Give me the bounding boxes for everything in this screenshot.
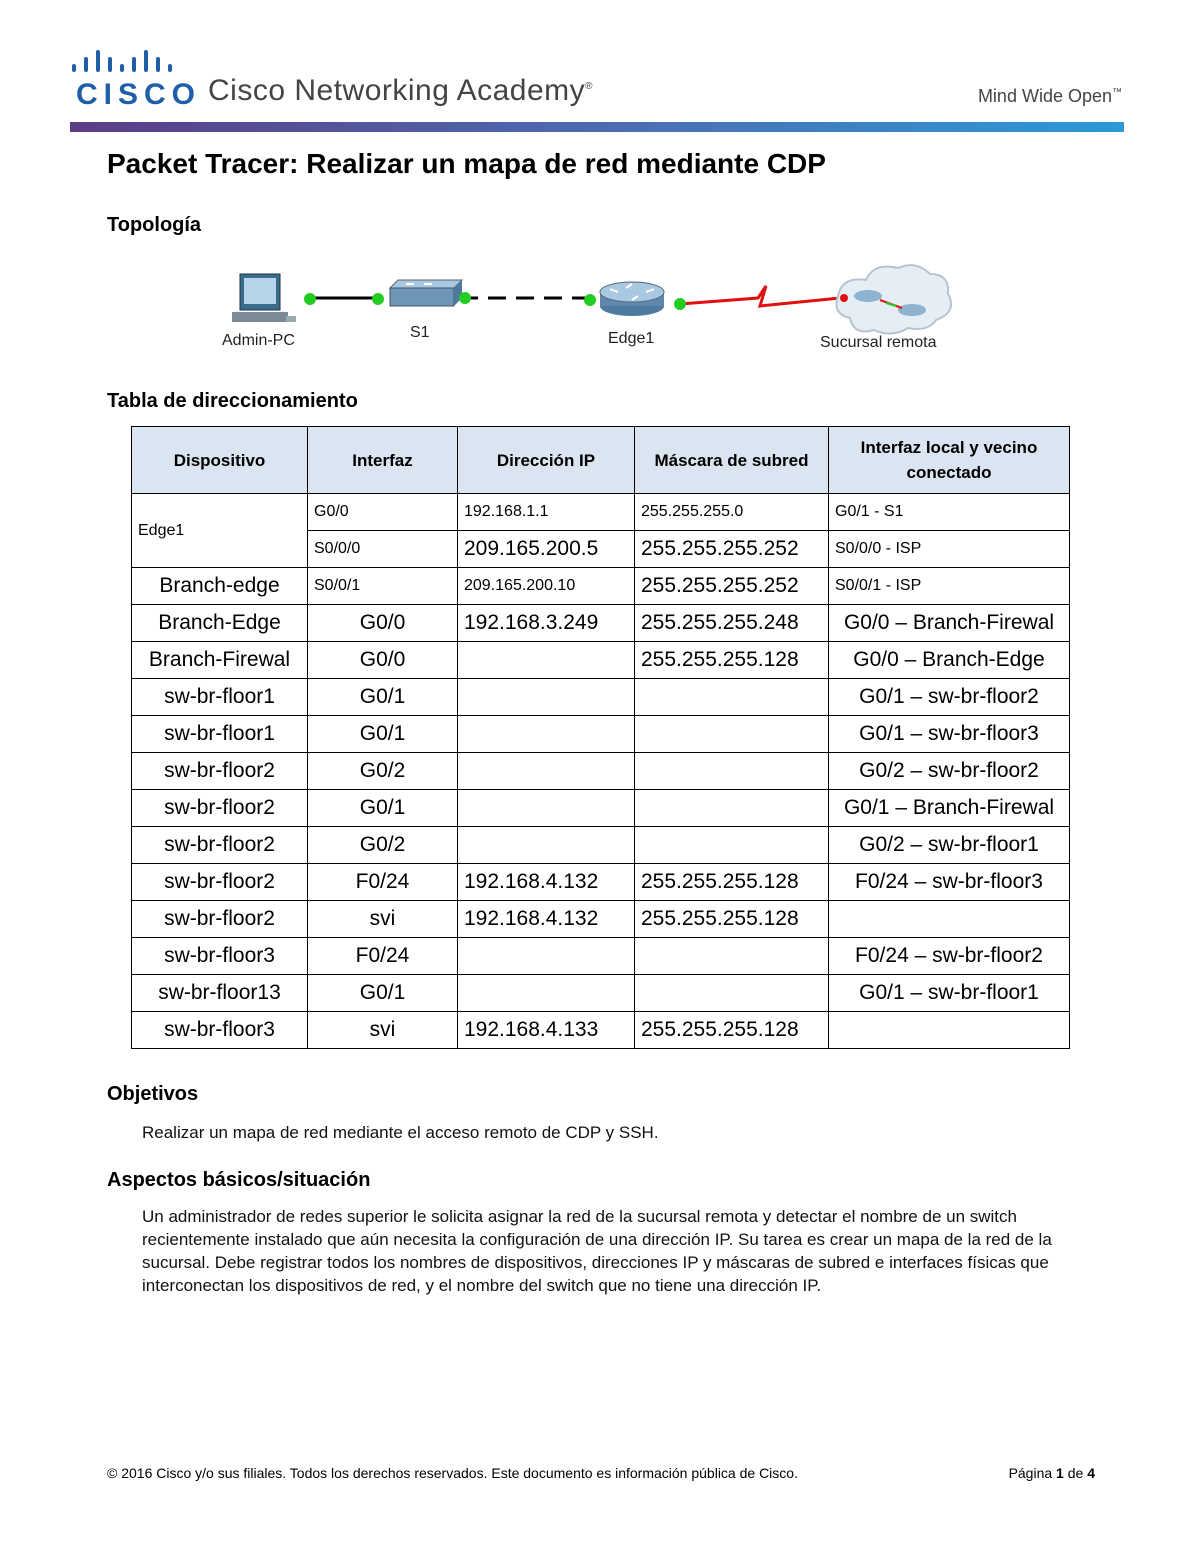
cell-interface: svi bbox=[308, 1012, 458, 1049]
cell-interface: S0/0/0 bbox=[308, 531, 458, 568]
table-row bbox=[132, 1012, 1070, 1049]
col-header-neighbor: Interfaz local y vecino conectado bbox=[829, 427, 1070, 494]
cell-mask bbox=[635, 938, 829, 975]
table-header-row bbox=[132, 427, 1070, 494]
cell-device: Edge1 bbox=[132, 494, 308, 568]
router-edge1-icon bbox=[600, 282, 664, 316]
table-row bbox=[132, 790, 1070, 827]
cell-neighbor: G0/1 – sw-br-floor3 bbox=[829, 716, 1070, 753]
page-prefix: Página bbox=[1008, 1465, 1053, 1481]
cell-neighbor: G0/2 – sw-br-floor1 bbox=[829, 827, 1070, 864]
cell-mask: 255.255.255.128 bbox=[635, 1012, 829, 1049]
cell-mask: 255.255.255.0 bbox=[635, 494, 829, 531]
cell-device: sw-br-floor2 bbox=[132, 753, 308, 790]
cisco-logo-word: CISCO bbox=[76, 78, 202, 111]
cell-ip bbox=[458, 938, 635, 975]
cell-interface: F0/24 bbox=[308, 864, 458, 901]
tagline bbox=[978, 86, 1122, 107]
cell-device: sw-br-floor3 bbox=[132, 938, 308, 975]
table-row bbox=[132, 605, 1070, 642]
cell-interface: F0/24 bbox=[308, 938, 458, 975]
cell-device: sw-br-floor1 bbox=[132, 679, 308, 716]
cell-mask bbox=[635, 679, 829, 716]
cell-ip: 192.168.1.1 bbox=[458, 494, 635, 531]
cell-mask: 255.255.255.252 bbox=[635, 568, 829, 605]
table-row bbox=[132, 753, 1070, 790]
cell-device: sw-br-floor2 bbox=[132, 901, 308, 938]
cell-neighbor: G0/1 – sw-br-floor2 bbox=[829, 679, 1070, 716]
col-header-device: Dispositivo bbox=[132, 427, 308, 494]
cell-interface: G0/2 bbox=[308, 753, 458, 790]
table-row bbox=[132, 642, 1070, 679]
table-row bbox=[132, 827, 1070, 864]
cell-ip: 192.168.4.132 bbox=[458, 864, 635, 901]
cell-neighbor: F0/24 – sw-br-floor2 bbox=[829, 938, 1070, 975]
table-row bbox=[132, 568, 1070, 605]
page-header bbox=[70, 40, 1124, 132]
cell-neighbor bbox=[829, 901, 1070, 938]
cell-neighbor: G0/1 - S1 bbox=[829, 494, 1070, 531]
cell-ip: 192.168.4.133 bbox=[458, 1012, 635, 1049]
cell-interface: G0/1 bbox=[308, 790, 458, 827]
cell-neighbor: F0/24 – sw-br-floor3 bbox=[829, 864, 1070, 901]
cell-device: sw-br-floor13 bbox=[132, 975, 308, 1012]
cell-neighbor: G0/1 – Branch-Firewal bbox=[829, 790, 1070, 827]
footer-copyright: © 2016 Cisco y/o sus filiales. Todos los derechos reservados. Este documento es información pública de Cisco. bbox=[107, 1465, 798, 1481]
admin-pc-icon bbox=[232, 274, 296, 322]
brand-name bbox=[208, 74, 593, 108]
table-row bbox=[132, 494, 1070, 531]
cell-mask: 255.255.255.248 bbox=[635, 605, 829, 642]
brand-mark: ® bbox=[585, 81, 594, 92]
cell-ip bbox=[458, 642, 635, 679]
cell-neighbor: S0/0/1 - ISP bbox=[829, 568, 1070, 605]
cell-mask: 255.255.255.128 bbox=[635, 864, 829, 901]
cell-neighbor bbox=[829, 1012, 1070, 1049]
brand-text: Cisco Networking Academy bbox=[208, 74, 586, 107]
label-admin-pc: Admin-PC bbox=[222, 332, 295, 349]
switch-s1-icon bbox=[390, 280, 462, 306]
objectives-text: Realizar un mapa de red mediante el acceso remoto de CDP y SSH. bbox=[142, 1123, 659, 1142]
cell-neighbor: S0/0/0 - ISP bbox=[829, 531, 1070, 568]
table-rows-body bbox=[132, 605, 1070, 1049]
addressing-table-heading: Tabla de direccionamiento bbox=[107, 390, 358, 412]
cell-interface: G0/0 bbox=[308, 605, 458, 642]
cell-interface: G0/0 bbox=[308, 642, 458, 679]
cell-device: sw-br-floor2 bbox=[132, 790, 308, 827]
cell-ip bbox=[458, 716, 635, 753]
cell-interface: G0/1 bbox=[308, 716, 458, 753]
addressing-table bbox=[131, 426, 1070, 1049]
background-text: Un administrador de redes superior le solicita asignar la red de la sucursal remota y detectar el nombre de un switch recientemente instalado que aún necesita la configuración de una dirección IP. Su tarea es crear un mapa de la red de la sucursal. Debe registrar todos los nombres de dispositivos, direcciones IP y máscaras de subred e interfaces físicas que interconectan los dispositivos de red, y el nombre del switch que no tiene una dirección IP. bbox=[142, 1207, 1052, 1295]
cell-mask bbox=[635, 753, 829, 790]
label-s1: S1 bbox=[410, 324, 430, 341]
cell-ip: 209.165.200.5 bbox=[458, 531, 635, 568]
serial-endpoint-dot bbox=[840, 294, 848, 302]
cell-ip bbox=[458, 827, 635, 864]
cell-ip bbox=[458, 790, 635, 827]
cell-ip bbox=[458, 679, 635, 716]
table-row bbox=[132, 975, 1070, 1012]
cell-mask: 255.255.255.128 bbox=[635, 901, 829, 938]
page-current: 1 bbox=[1056, 1465, 1064, 1481]
cell-ip: 209.165.200.10 bbox=[458, 568, 635, 605]
table-row bbox=[132, 716, 1070, 753]
cell-device: sw-br-floor2 bbox=[132, 864, 308, 901]
link-router-cloud-serial bbox=[680, 286, 840, 306]
topology-diagram bbox=[210, 258, 990, 366]
cell-mask bbox=[635, 716, 829, 753]
col-header-ip: Dirección IP bbox=[458, 427, 635, 494]
cell-interface: S0/0/1 bbox=[308, 568, 458, 605]
cell-interface: svi bbox=[308, 901, 458, 938]
table-row bbox=[132, 679, 1070, 716]
cell-ip bbox=[458, 975, 635, 1012]
table-row bbox=[132, 864, 1070, 901]
cell-device: Branch-edge bbox=[132, 568, 308, 605]
objectives-heading: Objetivos bbox=[107, 1083, 199, 1105]
page-number bbox=[1009, 1465, 1095, 1481]
cisco-logo-bars-icon bbox=[70, 48, 180, 78]
cell-device: Branch-Firewal bbox=[132, 642, 308, 679]
tagline-mark: ™ bbox=[1112, 87, 1122, 98]
cell-interface: G0/1 bbox=[308, 679, 458, 716]
cell-neighbor: G0/0 – Branch-Firewal bbox=[829, 605, 1070, 642]
topology-heading: Topología bbox=[107, 214, 202, 236]
cell-interface: G0/0 bbox=[308, 494, 458, 531]
cell-ip: 192.168.4.132 bbox=[458, 901, 635, 938]
cell-interface: G0/1 bbox=[308, 975, 458, 1012]
cell-mask: 255.255.255.252 bbox=[635, 531, 829, 568]
page-total: 4 bbox=[1087, 1465, 1095, 1481]
table-row bbox=[132, 938, 1070, 975]
page-mid: de bbox=[1067, 1465, 1084, 1481]
remote-branch-cloud-icon bbox=[837, 265, 952, 333]
cell-device: sw-br-floor3 bbox=[132, 1012, 308, 1049]
cell-neighbor: G0/2 – sw-br-floor2 bbox=[829, 753, 1070, 790]
cell-ip: 192.168.3.249 bbox=[458, 605, 635, 642]
label-edge1: Edge1 bbox=[608, 330, 655, 347]
cell-mask bbox=[635, 975, 829, 1012]
tagline-text: Mind Wide Open bbox=[977, 86, 1112, 106]
cell-ip bbox=[458, 753, 635, 790]
cell-mask: 255.255.255.128 bbox=[635, 642, 829, 679]
col-header-mask: Máscara de subred bbox=[635, 427, 829, 494]
col-header-interface: Interfaz bbox=[308, 427, 458, 494]
cell-neighbor: G0/1 – sw-br-floor1 bbox=[829, 975, 1070, 1012]
header-color-bar bbox=[70, 122, 1124, 132]
cell-device: sw-br-floor1 bbox=[132, 716, 308, 753]
label-remote-branch: Sucursal remota bbox=[820, 334, 937, 351]
cell-neighbor: G0/0 – Branch-Edge bbox=[829, 642, 1070, 679]
page-title: Packet Tracer: Realizar un mapa de red mediante CDP bbox=[107, 148, 826, 179]
page-footer bbox=[107, 1465, 1095, 1481]
cell-mask bbox=[635, 790, 829, 827]
background-heading: Aspectos básicos/situación bbox=[107, 1169, 371, 1191]
cell-interface: G0/2 bbox=[308, 827, 458, 864]
table-row bbox=[132, 901, 1070, 938]
cell-device: Branch-Edge bbox=[132, 605, 308, 642]
cell-mask bbox=[635, 827, 829, 864]
cell-device: sw-br-floor2 bbox=[132, 827, 308, 864]
